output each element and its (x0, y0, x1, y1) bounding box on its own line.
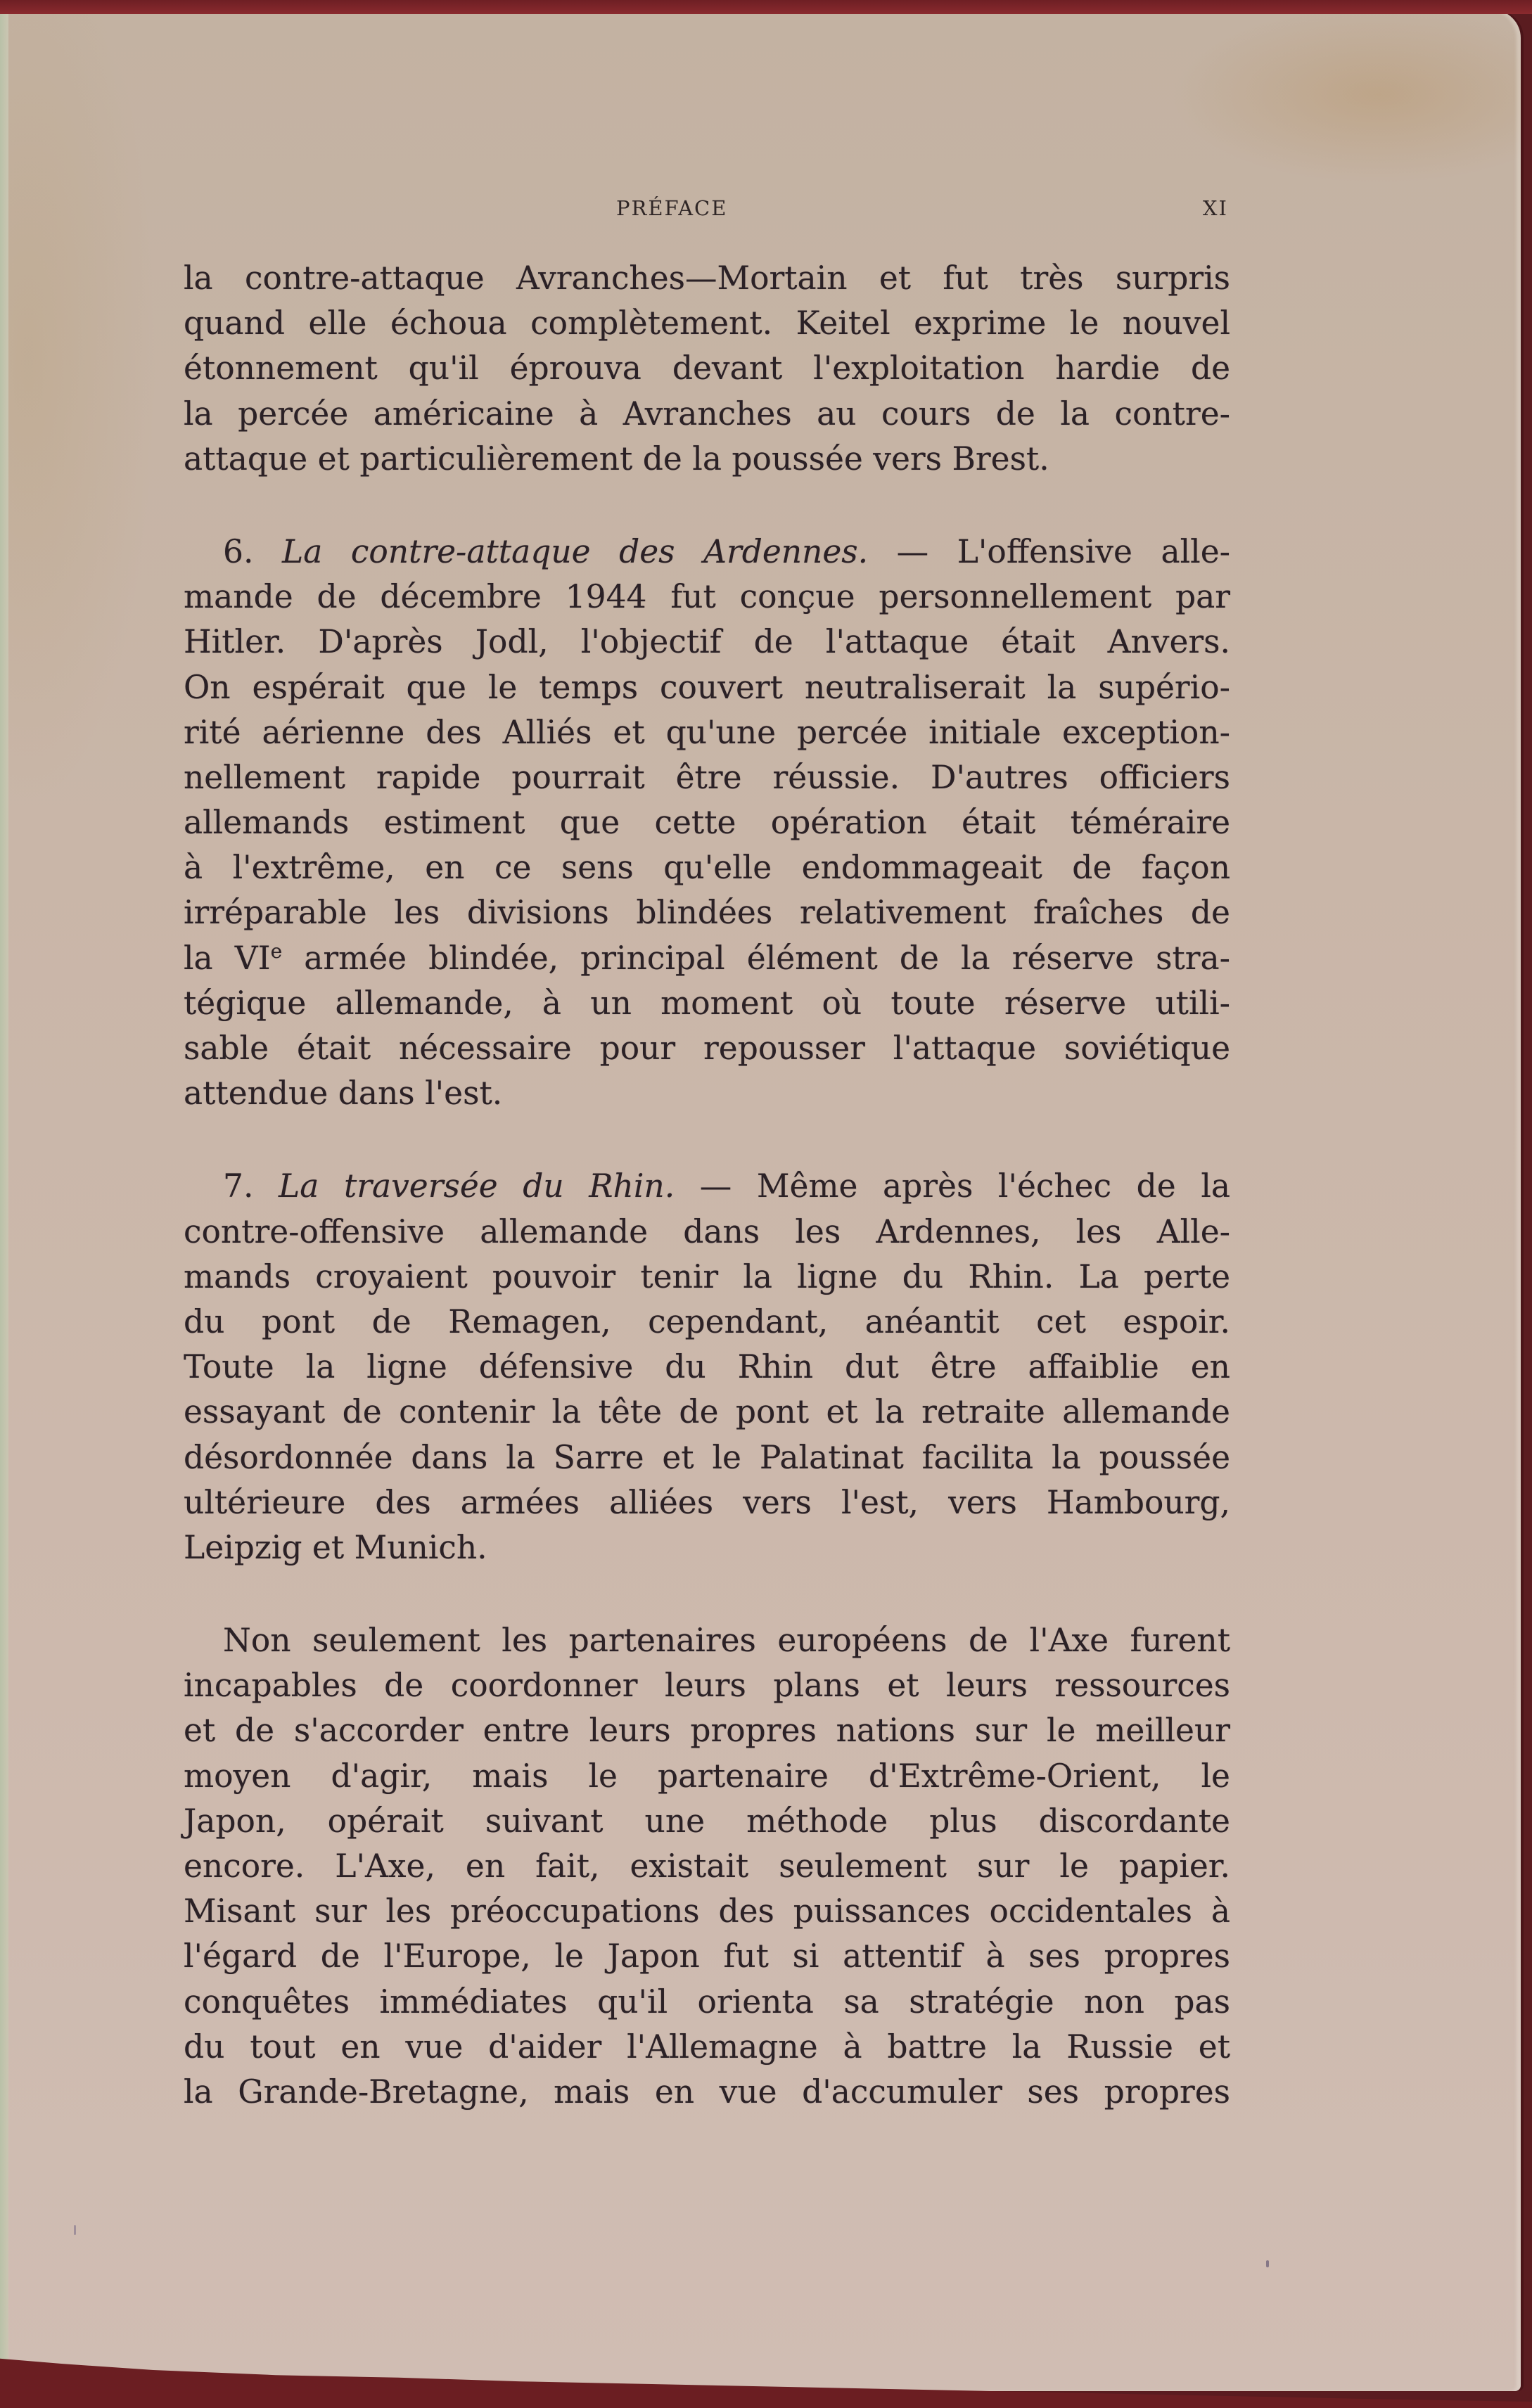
section-7-rhin (184, 1164, 1230, 1570)
paragraph-continuation (184, 256, 1230, 482)
text-fragment: la VI (184, 939, 271, 977)
book-page (7, 10, 1521, 2391)
paragraph-axe (184, 1618, 1230, 2115)
section-number: 7. (223, 1167, 254, 1205)
text-line: l'égard de l'Europe, le Japon fut si attentif à ses propres (184, 1938, 1230, 1975)
text-line: irréparable les divisions blindées relativement fraîches de (184, 894, 1230, 932)
text-line: tégique allemande, à un moment où toute réserve utili- (184, 984, 1230, 1022)
text-line: Hitler. D'après Jodl, l'objectif de l'attaque était Anvers. (184, 623, 1230, 661)
text-line: nellement rapide pourrait être réussie. D'autres officiers (184, 758, 1230, 796)
section-heading-rest: — L'offensive alle- (868, 532, 1230, 570)
text-line: attendue dans l'est. (184, 1075, 503, 1113)
text-fragment: armée blindée, principal élément de la réserve stra- (282, 939, 1230, 977)
text-line: à l'extrême, en ce sens qu'elle endommageait de façon (184, 849, 1230, 887)
text-line: allemands estiment que cette opération était téméraire (184, 804, 1230, 842)
page-number: XI (1202, 196, 1228, 220)
text-line: Non seulement les partenaires européens de l'Axe furent (223, 1622, 1230, 1660)
section-number: 6. (223, 532, 254, 570)
text-line: Toute la ligne défensive du Rhin dut être affaiblie en (184, 1348, 1230, 1386)
text-line: contre-offensive allemande dans les Ardennes, les Alle- (184, 1212, 1230, 1250)
text-line: On espérait que le temps couvert neutraliserait la supério- (184, 668, 1230, 706)
paper-speck (1266, 2260, 1269, 2267)
text-line: essayant de contenir la tête de pont et la retraite allemande (184, 1393, 1230, 1431)
text-line: Japon, opérait suivant une méthode plus discordante (184, 1802, 1230, 1840)
text-line: étonnement qu'il éprouva devant l'exploitation hardie de (184, 350, 1230, 388)
text-line: conquêtes immédiates qu'il orienta sa stratégie non pas (184, 1983, 1230, 2020)
text-line: du tout en vue d'aider l'Allemagne à battre la Russie et (184, 2028, 1230, 2066)
text-line: mands croyaient pouvoir tenir la ligne du Rhin. La perte (184, 1257, 1230, 1295)
running-title: PRÉFACE (616, 196, 728, 220)
paper-speck (74, 2225, 76, 2235)
text-line: incapables de coordonner leurs plans et leurs ressources (184, 1667, 1230, 1705)
text-line: mande de décembre 1944 fut conçue personnellement par (184, 578, 1230, 616)
text-line: du pont de Remagen, cependant, anéantit cet espoir. (184, 1302, 1230, 1340)
text-line: Misant sur les préoccupations des puissances occidentales à (184, 1893, 1230, 1930)
text-line: la Grande-Bretagne, mais en vue d'accumuler ses propres (184, 2073, 1230, 2111)
text-line: encore. L'Axe, en fait, existait seulement sur le papier. (184, 1847, 1230, 1885)
book-cover-edge (0, 0, 1532, 14)
text-line: la percée américaine à Avranches au cours de la contre- (184, 395, 1230, 433)
text-line: la contre-attaque Avranches—Mortain et fut très surpris (184, 260, 1230, 297)
text-line: Leipzig et Munich. (184, 1528, 487, 1566)
text-line: sable était nécessaire pour repousser l'attaque soviétique (184, 1030, 1230, 1067)
text-line: et de s'accorder entre leurs propres nations sur le meilleur (184, 1712, 1230, 1750)
section-heading-rest: — Même après l'échec de la (675, 1167, 1230, 1205)
text-line: ultérieure des armées alliées vers l'est, vers Hambourg, (184, 1483, 1230, 1521)
body-text (184, 256, 1230, 2115)
page-edge (0, 0, 8, 2377)
text-line: attaque et particulièrement de la poussée vers Brest. (184, 440, 1049, 478)
superscript: e (270, 939, 283, 963)
text-line (184, 936, 1230, 981)
section-6-ardennes (184, 530, 1230, 1116)
text-line: quand elle échoua complètement. Keitel exprime le nouvel (184, 305, 1230, 342)
section-heading-line (184, 1164, 1230, 1209)
section-heading-line (184, 530, 1230, 575)
section-heading: La traversée du Rhin. (279, 1167, 675, 1205)
text-line: moyen d'agir, mais le partenaire d'Extrême-Orient, le (184, 1757, 1230, 1795)
text-line: rité aérienne des Alliés et qu'une percée initiale exception- (184, 713, 1230, 751)
running-header (616, 196, 1228, 231)
text-line: désordonnée dans la Sarre et le Palatinat facilita la poussée (184, 1438, 1230, 1476)
section-heading: La contre-attaque des Ardennes. (281, 532, 869, 570)
